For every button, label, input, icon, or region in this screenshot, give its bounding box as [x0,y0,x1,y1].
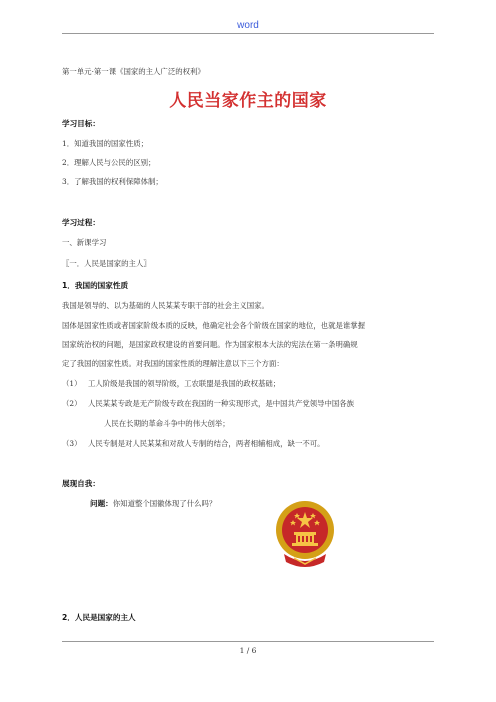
section-one-title: 〖一．人民是国家的主人〗 [62,259,151,268]
process-heading: 学习过程： [62,218,100,227]
sub1-para-line-3: 定了我国的国家性质。对我国的国家性质的理解注意以下三个方面： [62,359,284,368]
footer-divider [62,641,434,642]
question [90,498,216,509]
lesson-breadcrumb: 第一单元·第一课《国家的主人广泛的权利》 [62,67,205,76]
point-3 [62,438,325,449]
objective-item-1: 1．知道我国的国家性质； [62,139,149,148]
point-3-text: 人民专制是对人民某某和对敌人专制的结合，两者相辅相成，缺一不可。 [88,439,325,448]
subsection-1-line: 我国是领导的、以为基础的人民某某专职干部的社会主义国家。 [62,301,269,310]
sub1-para-line-1: 国体是国家性质或者国家阶级本质的反映，他确定社会各个阶级在国家的地位，也就是谁掌握 [62,321,366,330]
objective-item-3: 3．了解我国的权利保障体制； [62,177,163,186]
new-lesson-label: 一、新课学习 [62,238,107,247]
point-1-num: （1） [62,379,82,388]
page-number: 1 / 6 [239,646,257,655]
point-3-num: （3） [62,439,82,448]
point-2-text: 人民某某专政是无产阶级专政在我国的一种实现形式，是中国共产党领导中国各族 [88,399,355,408]
objectives-heading: 学习目标： [62,119,100,128]
point-2-continued: 人民在长期的革命斗争中的伟大创举； [104,419,230,428]
question-text: 你知道整个国徽体现了什么吗？ [112,499,217,508]
header-word-link[interactable]: word [237,20,259,31]
subsection-2-heading: 2．人民是国家的主人 [62,613,136,622]
national-emblem-image [274,498,336,574]
question-label: 问题： [90,499,113,508]
point-1 [62,378,280,389]
header-divider [62,33,434,34]
point-2-num: （2） [62,399,82,408]
sub1-para-line-2: 国家统治权的问题，是国家政权建设的首要问题。作为国家根本大法的宪法在第一条明确规 [62,340,358,349]
point-2 [62,398,354,409]
self-show-heading: 展现自我： [62,479,100,488]
page-title: 人民当家作主的国家 [169,91,327,111]
point-1-text: 工人阶级是我国的领导阶级，工农联盟是我国的政权基础； [88,379,281,388]
subsection-1-heading: 1．我国的国家性质 [62,281,129,290]
objective-item-2: 2．理解人民与公民的区别； [62,158,156,167]
